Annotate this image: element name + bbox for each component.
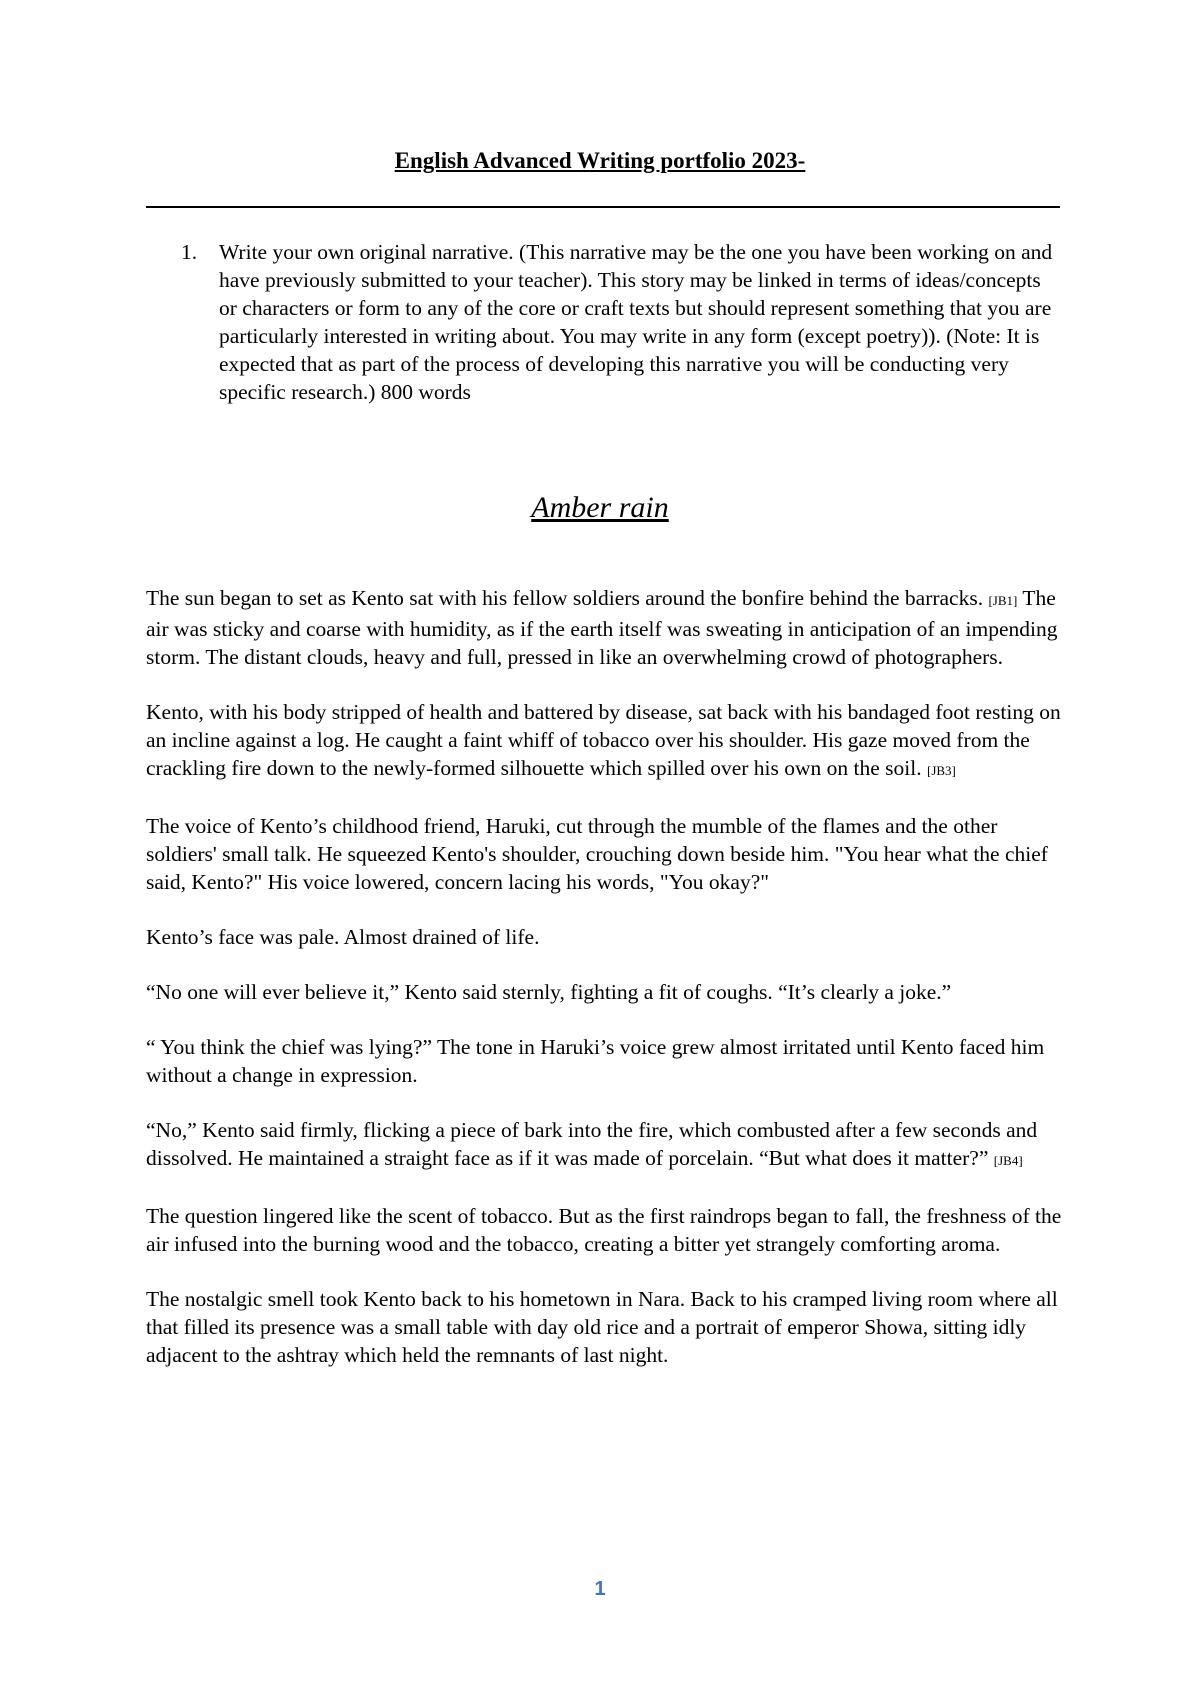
story-paragraph-4: Kento’s face was pale. Almost drained of life. xyxy=(146,925,540,949)
portfolio-header-title: English Advanced Writing portfolio 2023- xyxy=(394,148,806,173)
task-instruction xyxy=(181,238,1061,406)
story-paragraph-5: “No one will ever believe it,” Kento said sternly, fighting a fit of coughs. “It’s clearly a joke.” xyxy=(146,980,952,1004)
story-paragraph-3: The voice of Kento’s childhood friend, Haruki, cut through the mumble of the flames and the other soldiers' small talk. He squeezed Kento's shoulder, crouching down beside him. "You hear what the chief said, Kento?" His voice lowered, concern lacing his words, "You okay?" xyxy=(146,814,1048,894)
paragraph-text: The sun began to set as Kento sat with his fellow soldiers around the bonfire behind the barracks. xyxy=(146,586,989,610)
header-divider xyxy=(146,206,1060,208)
story-title: Amber rain xyxy=(531,491,669,524)
paragraph-text: Kento, with his body stripped of health and battered by disease, sat back with his bandaged foot resting on an incline against a log. He caught a faint whiff of tobacco over his shoulder. His gaze moved from the crackling fire down to the newly-formed silhouette which spilled over his own on the soil. xyxy=(146,700,1061,780)
story-body xyxy=(146,584,1066,1396)
story-paragraph-1 xyxy=(146,584,1066,671)
task-number: 1. xyxy=(181,240,198,264)
story-paragraph-8: The question lingered like the scent of tobacco. But as the first raindrops began to fall, the freshness of the air infused into the burning wood and the tobacco, creating a bitter yet strangely comforting aroma. xyxy=(146,1204,1062,1256)
comment-reference-jb3[interactable]: [JB3] xyxy=(927,763,956,778)
page-number: 1 xyxy=(594,1578,606,1600)
paragraph-text: The air was sticky and coarse with humidity, as if the earth itself was sweating in anticipation of an impending storm. The distant clouds, heavy and full, pressed in like an overwhelming crowd of photographers. xyxy=(146,586,1058,669)
task-text: Write your own original narrative. (This narrative may be the one you have been working on and have previously submitted to your teacher). This story may be linked in terms of ideas/concepts or characters or form to any of the core or craft texts but should represent something that you are particularly interested in writing about. You may write in any form (except poetry)). (Note: It is expected that as part of the process of developing this narrative you will be conducting very specific research.) 800 words xyxy=(219,240,1053,404)
comment-reference-jb1[interactable]: [JB1] xyxy=(988,593,1018,608)
comment-reference-jb4[interactable]: [JB4] xyxy=(993,1153,1023,1168)
story-paragraph-2 xyxy=(146,698,1066,785)
story-paragraph-9: The nostalgic smell took Kento back to his hometown in Nara. Back to his cramped living room where all that filled its presence was a small table with day old rice and a portrait of emperor Showa, sitting idly adjacent to the ashtray which held the remnants of last night. xyxy=(146,1287,1058,1367)
paragraph-text: “No,” Kento said firmly, flicking a piece of bark into the fire, which combusted after a few seconds and dissolved. He maintained a straight face as if it was made of porcelain. “But what does it matter?” xyxy=(146,1118,1038,1170)
story-paragraph-7 xyxy=(146,1116,1066,1175)
story-paragraph-6: “ You think the chief was lying?” The tone in Haruki’s voice grew almost irritated until Kento faced him without a change in expression. xyxy=(146,1035,1045,1087)
